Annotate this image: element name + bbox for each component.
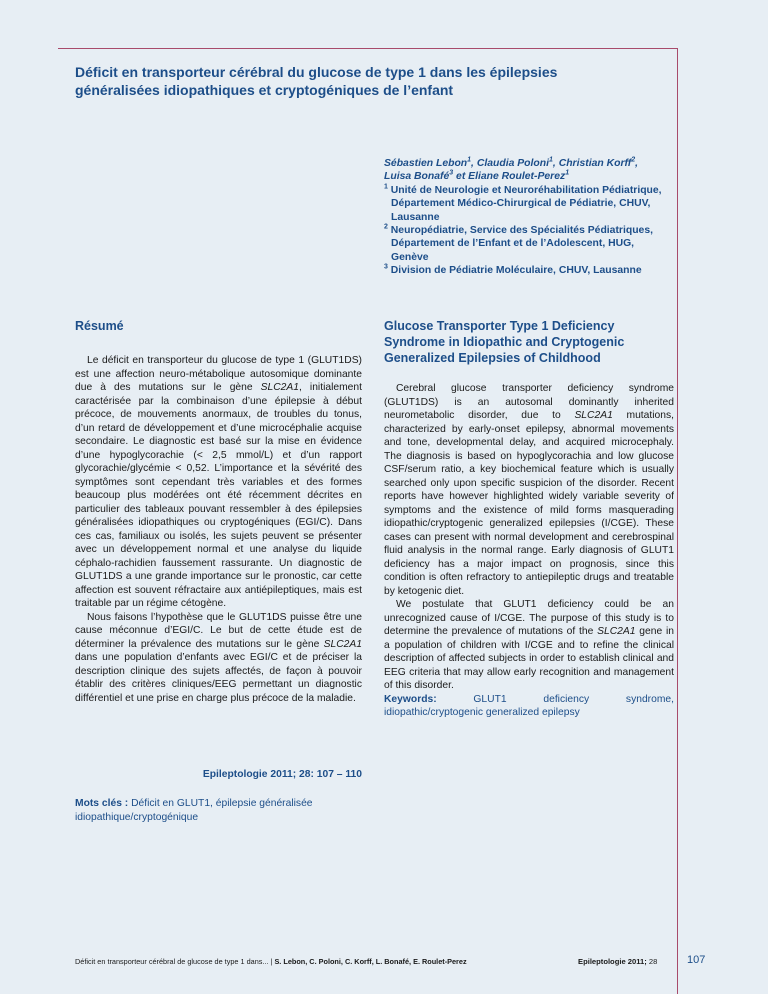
page-number: 107 xyxy=(687,954,706,966)
author-name: Sébastien Lebon xyxy=(384,158,468,169)
resume-column xyxy=(75,318,362,705)
author-name: Eliane Roulet-Perez xyxy=(468,171,566,183)
affiliation: $^1$ Unité de Neurologie et Neuroréhabilitation Pédiatrique, Département Médico-Chirurgical de Pédiatrie, CHUV, Lausanne xyxy=(384,183,662,223)
margin-rule xyxy=(677,48,678,994)
affiliation: $^2$ Neuropédiatrie, Service des Spécialités Pédiatriques, Département de l’Enfant et de l’Adolescent, HUG, Genève xyxy=(384,223,653,263)
author-name: Luisa Bonafé xyxy=(384,171,450,183)
keywords: Keywords: GLUT1 deficiency syndrome, idiopathic/cryptogenic generalized epilepsy xyxy=(384,693,674,718)
author-name: Christian Korff xyxy=(558,158,632,169)
resume-paragraph: Nous faisons l’hypothèse que le GLUT1DS puisse être une cause méconnue d’EGI/C. Le but de cette étude est de déterminer la prévalence des mutations sur le gène SLC2A1 dans une population d’enfants avec EGI/C et de préciser la description clinique des sujets affectés, de façon à pouvoir établir des critères cliniques/EEG permettant un diagnostic différentiel et une prise en charge plus précoce de la maladie. xyxy=(75,611,362,704)
abstract-heading: Glucose Transporter Type 1 Deficiency Syndrome in Idiopathic and Cryptogenic Generalized Epilepsies of Childhood xyxy=(384,319,625,365)
resume-heading: Résumé xyxy=(75,319,124,333)
abstract-column xyxy=(384,318,674,720)
article-title: Déficit en transporteur cérébral du glucose de type 1 dans les épilepsies généralisées idiopathiques et cryptogéniques de l’enfant xyxy=(75,64,558,98)
author-list: Sébastien Lebon$^1$, Claudia Poloni$^1$, Christian Korff$^2$, Luisa Bonafé$^3$ et Eliane Roulet-Perez$^1$ xyxy=(384,156,639,183)
running-footer: Déficit en transporteur cérébral de glucose de type 1 dans... | S. Lebon, C. Poloni, C. Korff, L. Bonafé, E. Roulet-Perez xyxy=(75,957,467,966)
header-rule xyxy=(58,48,678,49)
citation: Epileptologie 2011; 28: 107 – 110 xyxy=(202,769,362,780)
journal-ref: Epileptologie 2011; 28 xyxy=(578,957,658,966)
abstract-paragraph: We postulate that GLUT1 deficiency could be an unrecognized cause of I/CGE. The purpose of this study is to determine the prevalence of mutations of the SLC2A1 gene in a population of children with I/CGE and to refine the clinical description of affected subjects in order to establish clinical and EEG criteria that may allow early recognition and management of this disorder. xyxy=(384,599,674,691)
resume-paragraph: Le déficit en transporteur du glucose de type 1 (GLUT1DS) est une affection neuro-métabolique autosomique dominante due à des mutations sur le gène SLC2A1, initialement caractérisée par la combinaison d’une épilepsie à début précoce, de mouvements anormaux, de troubles du tonus, d’un retard de développement et d’une microcéphalie acquise secondaire. Le diagnostic est basé sur la mise en évidence d’une hypoglycorachie (< 2,5 mmol/L) et d’un rapport glycorachie/glycémie < 0,52. L’importance et la sévérité des symptômes sont cependant très variables et des formes beaucoup plus modérées ont été récemment décrites en particulier des tableaux pouvant ressembler à des épilepsies généralisées idiopathiques ou cryptogéniques (EGI/C). Dans ces cas, familiaux ou isolés, les sujets peuvent se présenter avec un développement normal et une analyse du liquide céphalo-rachidien faussement rassurante. Un diagnostic de GLUT1DS a une grande importance sur le pronostic, car cette affection est souvent réfractaire aux antiépileptiques, mais est traitable par un régime cétogène. xyxy=(75,355,362,609)
author-block xyxy=(384,157,666,278)
author-name: Claudia Poloni xyxy=(476,158,549,169)
affiliation: $^3$ Division de Pédiatrie Moléculaire, CHUV, Lausanne xyxy=(384,263,642,277)
abstract-paragraph: Cerebral glucose transporter deficiency syndrome (GLUT1DS) is an autosomal dominantly inherited neurometabolic disorder, due to SLC2A1 mutations, characterized by early-onset epilepsy, abnormal movements and tone, developmental delay, and acquired microcephaly. The diagnosis is based on hypoglycorachia and low glucose CSF/serum ratio, a key biochemical feature which is usually searched only upon specific suspicion of the disorder. Recent reports have however highlighted widely variable severity of symptoms and the existence of mild forms masquerading idiopathic/cryptogenic generalized epilepsies (I/CGE). These cases can present with normal development and cerebrospinal fluid analysis in the normal range. Early diagnosis of GLUT1 deficiency has a major impact on prognosis, since this condition is often refractory to antiepileptic drugs and treatable by ketogenic diet. xyxy=(384,383,674,597)
mots-cles: Mots clés : Déficit en GLUT1, épilepsie généralisée idiopathique/cryptogénique xyxy=(75,798,313,823)
